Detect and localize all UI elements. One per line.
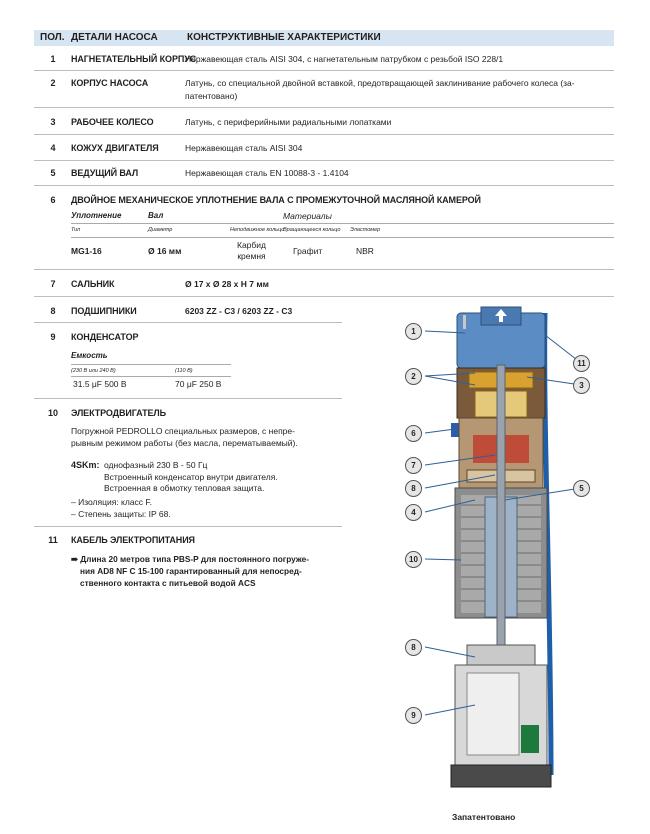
drive-shaft (497, 365, 505, 665)
divider (34, 269, 614, 270)
divider (34, 160, 614, 161)
cable-guard (463, 315, 466, 329)
motor-base (451, 765, 551, 787)
motor-spec-3: Встроенная в обмотку тепловая защита. (104, 483, 265, 493)
part-name: ЭЛЕКТРОДВИГАТЕЛЬ (71, 408, 167, 418)
callout-5: 5 (573, 480, 590, 497)
part-description: Латунь, со специальной двойной вставкой, предотвращающей заклинивание рабочего колеса (за- (185, 78, 575, 88)
header-position: ПОЛ. (40, 32, 65, 43)
divider (34, 107, 614, 108)
divider (34, 70, 614, 71)
row-number: 8 (50, 306, 56, 316)
type-heading: Тип (71, 227, 81, 233)
part-description: Нержавеющая сталь AISI 304 (185, 143, 303, 153)
capacitance-110: 70 μF 250 В (175, 379, 222, 389)
row-number: 2 (50, 78, 56, 88)
lower-bearing (467, 645, 535, 665)
shaft-heading: Вал (148, 211, 164, 220)
callout-11: 11 (573, 355, 590, 372)
diameter-heading: Диаметр (148, 227, 173, 233)
elastomer-material: NBR (356, 246, 374, 256)
motor-desc-1: Погружной PEDROLLO специальных размеров, с непре- (71, 426, 295, 436)
part-name: САЛЬНИК (71, 279, 115, 289)
row-number: 4 (50, 143, 56, 153)
callout-7: 7 (405, 457, 422, 474)
part-description: Нержавеющая сталь EN 10088-3 - 1.4104 (185, 168, 349, 178)
part-name: НАГНЕТАТЕЛЬНЫЙ КОРПУС (71, 54, 197, 64)
shaft-diameter: Ø 16 мм (148, 246, 182, 256)
divider (71, 237, 614, 238)
part-name: ДВОЙНОЕ МЕХАНИЧЕСКОЕ УПЛОТНЕНИЕ ВАЛА С ПРОМЕЖУТОЧНОЙ МАСЛЯНОЙ КАМЕРОЙ (71, 195, 481, 205)
divider (34, 185, 614, 186)
divider (34, 322, 342, 323)
table-header (34, 30, 614, 46)
terminal-block (521, 725, 539, 753)
part-description-cont: патентовано) (185, 91, 238, 101)
part-name: ВЕДУЩИЙ ВАЛ (71, 168, 139, 178)
callout-2: 2 (405, 368, 422, 385)
motor-spec-1: однофазный 230 В - 50 Гц (104, 460, 208, 470)
row-number: 3 (50, 117, 56, 127)
fixed-ring-material: Карбид кремня (237, 240, 266, 261)
callout-6: 6 (405, 425, 422, 442)
motor-spec-2: Встроенный конденсатор внутри двигателя. (104, 472, 278, 482)
header-characteristics: КОНСТРУКТИВНЫЕ ХАРАКТЕРИСТИКИ (187, 32, 381, 43)
elastomer-heading: Эластомер (350, 227, 381, 233)
voltage-label-230: (230 В или 240 В) (71, 368, 116, 374)
part-name: КОЖУХ ДВИГАТЕЛЯ (71, 143, 159, 153)
part-description: 6203 ZZ - C3 / 6203 ZZ - C3 (185, 306, 293, 316)
part-name: КАБЕЛЬ ЭЛЕКТРОПИТАНИЯ (71, 535, 195, 545)
row-number: 7 (50, 279, 56, 289)
divider (71, 376, 231, 377)
seal-type: MG1-16 (71, 246, 102, 256)
row-number: 9 (50, 332, 56, 342)
row-number: 10 (47, 408, 58, 418)
insulation-class: – Изоляция: класс F. (71, 497, 153, 507)
callout-4: 4 (405, 504, 422, 521)
divider (34, 398, 342, 399)
cable-desc-3: ственного контакта с питьевой водой ACS (80, 578, 256, 588)
protection-degree: – Степень защиты: IP 68. (71, 509, 171, 519)
divider (34, 296, 614, 297)
fixed-ring-heading: Неподвижное кольцо (230, 227, 285, 233)
row-number: 5 (50, 168, 56, 178)
part-name: РАБОЧЕЕ КОЛЕСО (71, 117, 154, 127)
callout-10: 10 (405, 551, 422, 568)
part-name: КОРПУС НАСОСА (71, 78, 149, 88)
seal-heading: Уплотнение (71, 211, 122, 220)
part-name: ПОДШИПНИКИ (71, 306, 137, 316)
divider (34, 526, 342, 527)
part-description: Латунь, с периферийными радиальными лопатками (185, 117, 392, 127)
row-number: 6 (50, 195, 56, 205)
divider (71, 223, 614, 224)
row-number: 11 (48, 535, 58, 545)
part-name: КОНДЕНСАТОР (71, 332, 139, 342)
rotating-ring-heading: Вращающееся кольцо (283, 227, 341, 233)
rotating-ring-material: Графит (293, 246, 323, 256)
motor-model: 4SKm: (71, 460, 100, 470)
callout-9: 9 (405, 707, 422, 724)
capacitance-heading: Емкость (71, 351, 108, 360)
capacitance-230: 31.5 μF 500 В (73, 379, 127, 389)
part-description: Ø 17 x Ø 28 x H 7 мм (185, 279, 269, 289)
voltage-label-110: (110 В) (175, 368, 193, 374)
cable-desc-1: ➠ Длина 20 метров типа PBS-P для постоянного погруже- (71, 554, 310, 564)
divider (34, 134, 614, 135)
motor-desc-2: рывным режимом работы (без масла, перематываемый). (71, 438, 298, 448)
patented-caption: Запатентовано (452, 812, 516, 822)
row-number: 1 (50, 54, 56, 64)
header-parts: ДЕТАЛИ НАСОСА (71, 32, 158, 43)
capacitor (467, 673, 519, 755)
cable-desc-2: ния AD8 NF C 15-100 гарантированный для непосред- (80, 566, 302, 576)
divider (71, 364, 231, 365)
callout-1: 1 (405, 323, 422, 340)
callout-3: 3 (573, 377, 590, 394)
part-description: Нержавеющая сталь AISI 304, с нагнетательным патрубком с резьбой ISO 228/1 (185, 54, 504, 64)
callout-8: 8 (405, 480, 422, 497)
callout-8-lower: 8 (405, 639, 422, 656)
materials-heading: Материалы (283, 211, 332, 221)
